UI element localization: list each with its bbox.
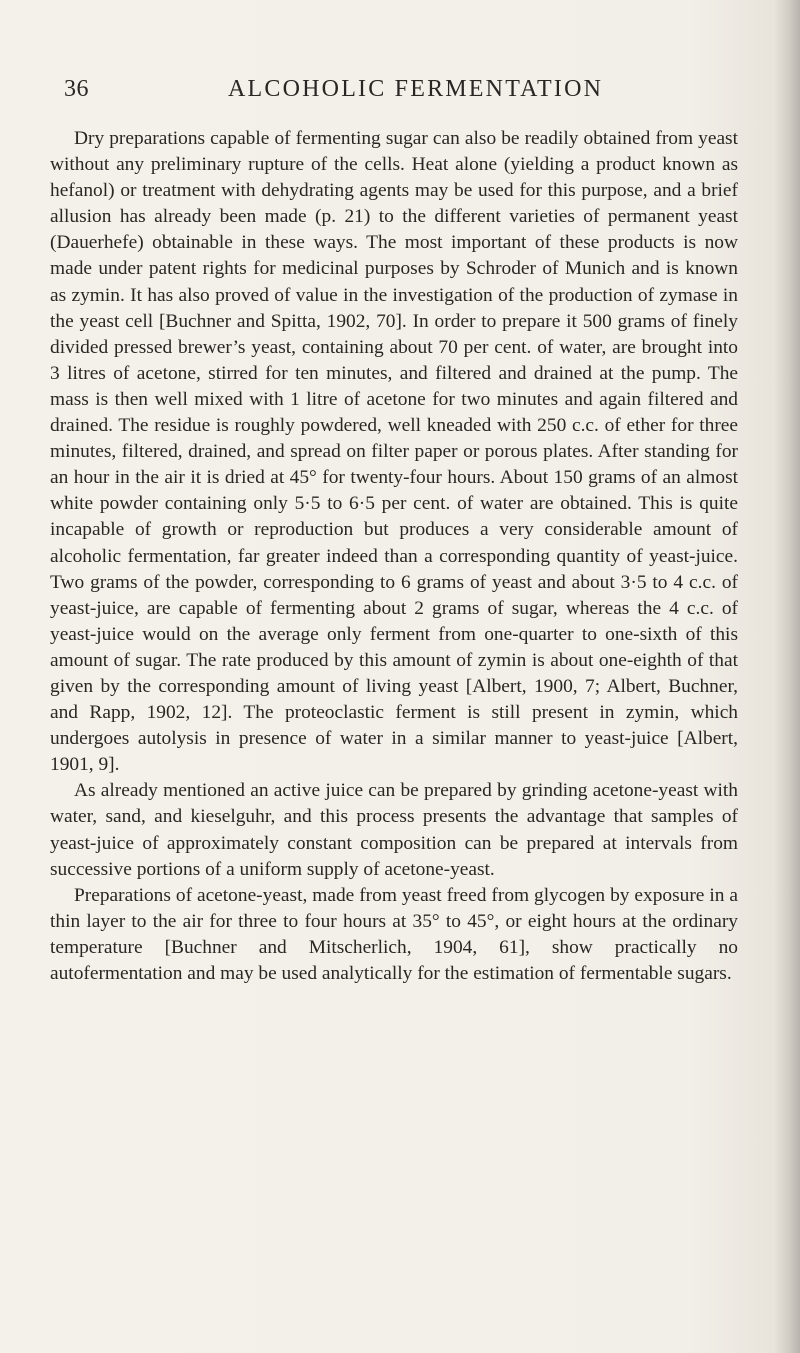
page-edge-shadow: [774, 0, 800, 1353]
paragraph-zymin-preparation: Dry preparations capable of fermenting sugar can also be readily obtained from yeast without any preliminary rupture of the cells. Heat alone (yielding a product known as hefanol) or treatment with dehydrating agents may be used for this purpose, and a brief allusion has already been made (p. 21) to the different varieties of permanent yeast (Dauerhefe) obtainable in these ways. The most important of these products is now made under patent rights for medicinal purposes by Schroder of Munich and is known as zymin. It has also proved of value in the investigation of the production of zymase in the yeast cell [Buchner and Spitta, 1902, 70]. In order to prepare it 500 grams of finely divided pressed brewer’s yeast, containing about 70 per cent. of water, are brought into 3 litres of acetone, stirred for ten minutes, and filtered and drained at the pump. The mass is then well mixed with 1 litre of acetone for two minutes and again filtered and drained. The residue is roughly powdered, well kneaded with 250 c.c. of ether for three minutes, filtered, drained, and spread on filter paper or porous plates. After standing for an hour in the air it is dried at 45° for twenty-four hours. About 150 grams of an almost white powder containing only 5·5 to 6·5 per cent. of water are obtained. This is quite incapable of growth or reproduction but produces a very considerable amount of alcoholic fermentation, far greater indeed than a corresponding quantity of yeast-juice. Two grams of the powder, corresponding to 6 grams of yeast and about 3·5 to 4 c.c. of yeast-juice, are capable of fermenting about 2 grams of sugar, whereas the 4 c.c. of yeast-juice would on the average only ferment from one-quarter to one-sixth of this amount of sugar. The rate produced by this amount of zymin is about one-eighth of that given by the corresponding amount of living yeast [Albert, 1900, 7; Albert, Buchner, and Rapp, 1902, 12]. The proteoclastic ferment is still present in zymin, which undergoes autolysis in presence of water in a similar manner to yeast-juice [Albert, 1901, 9].: [50, 128, 738, 776]
body-text: [50, 126, 738, 987]
page-number: 36: [64, 76, 89, 102]
paragraph-glycogen-free-preparations: Preparations of acetone-yeast, made from yeast freed from glycogen by exposure in a thin layer to the air for three to four hours at 35° to 45°, or eight hours at the ordinary temperature [Buchner and Mitscherlich, 1904, 61], show practically no autofermentation and may be used analytically for the estimation of fermentable sugars.: [50, 884, 738, 984]
page-header: [64, 74, 744, 110]
running-head-title: ALCOHOLIC FERMENTATION: [228, 76, 604, 102]
paragraph-acetone-yeast-juice: As already mentioned an active juice can be prepared by grinding acetone-yeast with water, sand, and kieselguhr, and this process presents the advantage that samples of yeast-juice of approximately constant composition can be prepared at intervals from successive portions of a uniform supply of acetone-yeast.: [50, 780, 738, 880]
